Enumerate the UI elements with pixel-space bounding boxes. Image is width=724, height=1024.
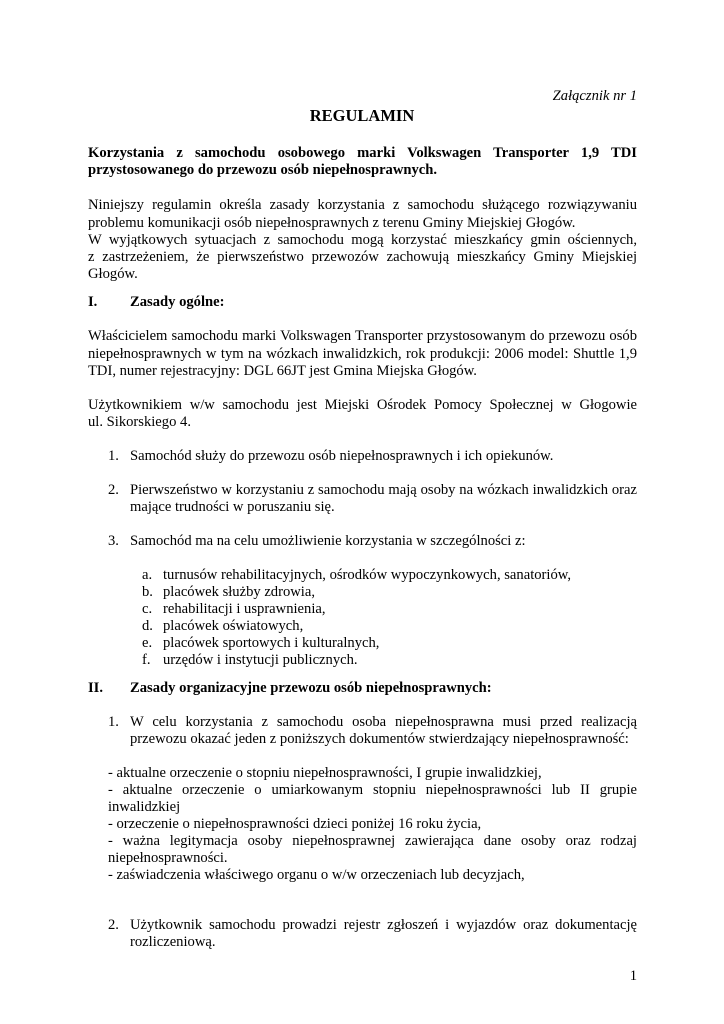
document-type-1: - aktualne orzeczenie o stopniu niepełnosprawności, I grupie inwalidzkiej,: [108, 765, 542, 781]
list-item-number: 1.: [108, 448, 119, 464]
document-type-3: - orzeczenie o niepełnosprawności dzieci poniżej 16 roku życia,: [108, 816, 482, 832]
list-item-text: W celu korzystania z samochodu osoba niepełnosprawna musi przed realizacją: [130, 714, 637, 730]
document-type-5: - zaświadczenia właściwego organu o w/w orzeczeniach lub decyzjach,: [108, 867, 525, 883]
intro-line-2: problemu komunikacji osób niepełnosprawnych z terenu Gminy Miejskiej Głogów.: [88, 215, 576, 231]
document-type-4-cont: niepełnosprawności.: [108, 850, 228, 866]
sublist-item: placówek służby zdrowia,: [163, 584, 315, 600]
sublist-item: placówek oświatowych,: [163, 618, 304, 634]
list-item-text: mające trudności w poruszaniu się.: [130, 499, 335, 515]
sublist-item: urzędów i instytucji publicznych.: [163, 652, 358, 668]
list-item-number: 3.: [108, 533, 119, 549]
document-type-4: - ważna legitymacja osoby niepełnosprawnej zawierająca dane osoby oraz rodzaj: [108, 833, 637, 849]
user-line-1: Użytkownikiem w/w samochodu jest Miejski Ośrodek Pomocy Społecznej w Głogowie: [88, 397, 637, 413]
sublist-letter: c.: [142, 601, 153, 617]
section-2-heading: Zasady organizacyjne przewozu osób niepełnosprawnych:: [130, 680, 492, 696]
owner-line-2: niepełnosprawnych w tym na wózkach inwalidzkich, rok produkcji: 2006 model: Shuttle 1,9: [88, 346, 637, 362]
sublist-letter: e.: [142, 635, 153, 651]
user-line-2: ul. Sikorskiego 4.: [88, 414, 191, 430]
intro-line-1: Niniejszy regulamin określa zasady korzystania z samochodu służącego rozwiązywaniu: [88, 197, 637, 213]
attachment-label: Załącznik nr 1: [552, 88, 637, 104]
section-1-number: I.: [88, 294, 98, 310]
owner-line-3: TDI, numer rejestracyjny: DGL 66JT jest Gmina Miejska Głogów.: [88, 363, 477, 379]
sublist-item: turnusów rehabilitacyjnych, ośrodków wypoczynkowych, sanatoriów,: [163, 567, 571, 583]
section-1-heading: Zasady ogólne:: [130, 294, 225, 310]
page-number: 1: [629, 968, 637, 984]
document-type-2: - aktualne orzeczenie o umiarkowanym stopniu niepełnosprawności lub II grupie: [108, 782, 637, 798]
subtitle-line-2: przystosowanego do przewozu osób niepełnosprawnych.: [88, 162, 438, 178]
list-item-text: Samochód służy do przewozu osób niepełnosprawnych i ich opiekunów.: [130, 448, 554, 464]
sublist-letter: d.: [142, 618, 153, 634]
subtitle-line-1: Korzystania z samochodu osobowego marki Volkswagen Transporter 1,9 TDI: [88, 145, 637, 161]
section-2-number: II.: [88, 680, 104, 696]
sublist-item: rehabilitacji i usprawnienia,: [163, 601, 326, 617]
list-item-number: 2.: [108, 482, 119, 498]
list-item-text: Użytkownik samochodu prowadzi rejestr zgłoszeń i wyjazdów oraz dokumentację: [130, 917, 637, 933]
intro-line-5: Głogów.: [88, 266, 138, 282]
list-item-text: Pierwszeństwo w korzystaniu z samochodu mają osoby na wózkach inwalidzkich oraz: [130, 482, 637, 498]
document-type-2-cont: inwalidzkiej: [108, 799, 181, 815]
owner-line-1: Właścicielem samochodu marki Volkswagen Transporter przystosowanym do przewozu osób: [88, 328, 637, 344]
sublist-letter: f.: [142, 652, 151, 668]
intro-line-4: z zastrzeżeniem, że pierwszeństwo przewozów zachowują mieszkańcy Gminy Miejskiej: [88, 249, 637, 265]
list-item-text: przewozu okazać jeden z poniższych dokumentów stwierdzający niepełnosprawność:: [130, 731, 629, 747]
sublist-letter: a.: [142, 567, 153, 583]
list-item-text: Samochód ma na celu umożliwienie korzystania w szczególności z:: [130, 533, 526, 549]
list-item-number: 1.: [108, 714, 119, 730]
sublist-item: placówek sportowych i kulturalnych,: [163, 635, 380, 651]
document-title: REGULAMIN: [309, 106, 415, 125]
intro-line-3: W wyjątkowych sytuacjach z samochodu mogą korzystać mieszkańcy gmin ościennych,: [88, 232, 637, 248]
list-item-number: 2.: [108, 917, 119, 933]
list-item-text: rozliczeniową.: [130, 934, 216, 950]
sublist-letter: b.: [142, 584, 153, 600]
